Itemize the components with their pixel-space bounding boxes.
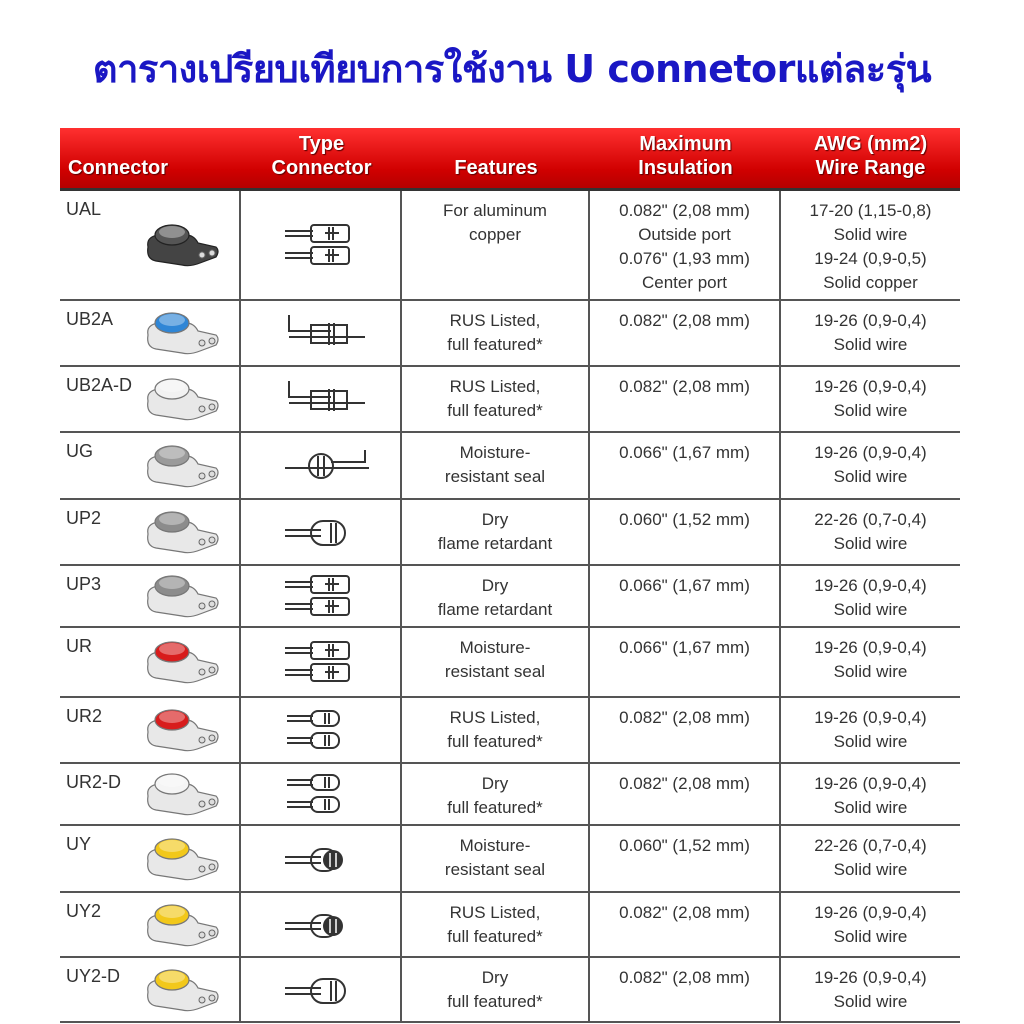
type-connector-cell — [241, 764, 402, 824]
connector-diagram-icon — [281, 766, 371, 822]
insulation-cell: 0.066" (1,67 mm) — [590, 628, 781, 696]
connector-cell — [60, 764, 241, 824]
connector-diagram-icon — [281, 438, 371, 494]
wire-range-cell: 19-26 (0,9-0,4) Solid wire — [814, 968, 927, 1011]
connector-diagram-icon — [281, 305, 371, 361]
wire-range-cell: 17-20 (1,15-0,8) Solid wire 19-24 (0,9-0,5) Solid copper — [809, 201, 932, 292]
connector-name: UR2 — [66, 706, 103, 726]
connector-cell — [60, 566, 241, 626]
wire-range-cell: 19-26 (0,9-0,4) Solid wire — [814, 638, 927, 681]
wire-range-cell: 19-26 (0,9-0,4) Solid wire — [814, 903, 927, 946]
table-row — [60, 500, 960, 566]
wire-range-cell: 19-26 (0,9-0,4) Solid wire — [814, 774, 927, 817]
insulation-cell: 0.082" (2,08 mm) Outside port 0.076" (1,93 mm) Center port — [590, 191, 781, 299]
connector-photo-icon — [142, 831, 222, 887]
table-row — [60, 301, 960, 367]
wire-range-cell: 22-26 (0,7-0,4) Solid wire — [814, 510, 927, 553]
features-cell: For aluminum copper — [402, 191, 590, 299]
features-cell: RUS Listed, full featured* — [402, 698, 590, 762]
type-connector-cell — [241, 698, 402, 762]
connector-cell — [60, 698, 241, 762]
table-header — [60, 128, 960, 188]
table-row — [60, 367, 960, 433]
features-cell: Moisture- resistant seal — [402, 433, 590, 498]
connector-name: UR2-D — [66, 772, 122, 792]
connector-name: UY — [66, 834, 92, 854]
insulation-cell: 0.060" (1,52 mm) — [590, 500, 781, 564]
connector-photo-icon — [142, 702, 222, 758]
features-cell: Dry full featured* — [402, 764, 590, 824]
connector-diagram-icon — [281, 962, 371, 1018]
type-connector-cell — [241, 566, 402, 626]
insulation-cell: 0.082" (2,08 mm) — [590, 893, 781, 956]
table-row — [60, 191, 960, 301]
page-title: ตารางเปรียบเทียบการใช้งาน U connetorแต่ละรุ่น — [92, 47, 932, 91]
insulation-cell: 0.066" (1,67 mm) — [590, 433, 781, 498]
connector-name: UG — [66, 441, 93, 461]
features-cell: Moisture- resistant seal — [402, 628, 590, 696]
table-row — [60, 433, 960, 500]
connector-name: UY2 — [66, 901, 102, 921]
wire-range-cell: 19-26 (0,9-0,4) Solid wire — [814, 311, 927, 354]
type-connector-cell — [241, 367, 402, 431]
wire-range-cell: 22-26 (0,7-0,4) Solid wire — [814, 836, 927, 879]
type-connector-cell — [241, 191, 402, 299]
connector-cell — [60, 301, 241, 365]
type-connector-cell — [241, 500, 402, 564]
insulation-cell: 0.066" (1,67 mm) — [590, 566, 781, 626]
header-awg-wire-range: AWG (mm2) Wire Range — [813, 133, 928, 179]
connector-cell — [60, 893, 241, 956]
connector-name: UR — [66, 636, 92, 656]
connector-photo-icon — [142, 962, 222, 1018]
wire-range-cell: 19-26 (0,9-0,4) Solid wire — [814, 576, 927, 619]
connector-diagram-icon — [281, 831, 371, 887]
connector-name: UB2A — [66, 309, 114, 329]
connector-name: UB2A-D — [66, 375, 133, 395]
connector-cell — [60, 826, 241, 891]
insulation-cell: 0.082" (2,08 mm) — [590, 698, 781, 762]
connector-name: UAL — [66, 199, 102, 219]
connector-photo-icon — [142, 897, 222, 953]
type-connector-cell — [241, 301, 402, 365]
connector-photo-icon — [142, 438, 222, 494]
table-row — [60, 893, 960, 958]
type-connector-cell — [241, 628, 402, 696]
table-row — [60, 698, 960, 764]
insulation-cell: 0.060" (1,52 mm) — [590, 826, 781, 891]
connector-name: UP3 — [66, 574, 102, 594]
header-maximum-insulation: Maximum Insulation — [638, 133, 733, 179]
insulation-cell: 0.082" (2,08 mm) — [590, 367, 781, 431]
header-features: Features — [454, 157, 538, 179]
features-cell: RUS Listed, full featured* — [402, 301, 590, 365]
connector-photo-icon — [142, 504, 222, 560]
features-cell: Dry flame retardant — [402, 566, 590, 626]
type-connector-cell — [241, 433, 402, 498]
connector-photo-icon — [142, 217, 222, 273]
connector-cell — [60, 433, 241, 498]
wire-range-cell: 19-26 (0,9-0,4) Solid wire — [814, 708, 927, 751]
table-row — [60, 566, 960, 628]
comparison-table — [60, 128, 960, 1023]
connector-diagram-icon — [281, 897, 371, 953]
features-cell: RUS Listed, full featured* — [402, 367, 590, 431]
features-cell: RUS Listed, full featured* — [402, 893, 590, 956]
connector-diagram-icon — [281, 504, 371, 560]
features-cell: Moisture- resistant seal — [402, 826, 590, 891]
features-cell: Dry flame retardant — [402, 500, 590, 564]
type-connector-cell — [241, 826, 402, 891]
connector-diagram-icon — [281, 568, 371, 624]
connector-cell — [60, 191, 241, 299]
table-body — [60, 188, 960, 1023]
table-row — [60, 958, 960, 1023]
connector-photo-icon — [142, 634, 222, 690]
type-connector-cell — [241, 958, 402, 1021]
connector-cell — [60, 367, 241, 431]
connector-photo-icon — [142, 766, 222, 822]
connector-photo-icon — [142, 568, 222, 624]
connector-diagram-icon — [281, 702, 371, 758]
insulation-cell: 0.082" (2,08 mm) — [590, 764, 781, 824]
connector-diagram-icon — [281, 371, 371, 427]
table-row — [60, 764, 960, 826]
connector-cell — [60, 500, 241, 564]
table-row — [60, 628, 960, 698]
header-connector: Connector — [68, 157, 168, 179]
connector-cell — [60, 958, 241, 1021]
connector-cell — [60, 628, 241, 696]
wire-range-cell: 19-26 (0,9-0,4) Solid wire — [814, 443, 927, 486]
insulation-cell: 0.082" (2,08 mm) — [590, 958, 781, 1021]
features-cell: Dry full featured* — [402, 958, 590, 1021]
table-row — [60, 826, 960, 893]
type-connector-cell — [241, 893, 402, 956]
connector-diagram-icon — [281, 217, 371, 273]
insulation-cell: 0.082" (2,08 mm) — [590, 301, 781, 365]
connector-photo-icon — [142, 371, 222, 427]
connector-diagram-icon — [281, 634, 371, 690]
connector-photo-icon — [142, 305, 222, 361]
wire-range-cell: 19-26 (0,9-0,4) Solid wire — [814, 377, 927, 420]
connector-name: UP2 — [66, 508, 102, 528]
header-type-connector: Type Connector — [271, 133, 372, 179]
connector-name: UY2-D — [66, 966, 121, 986]
